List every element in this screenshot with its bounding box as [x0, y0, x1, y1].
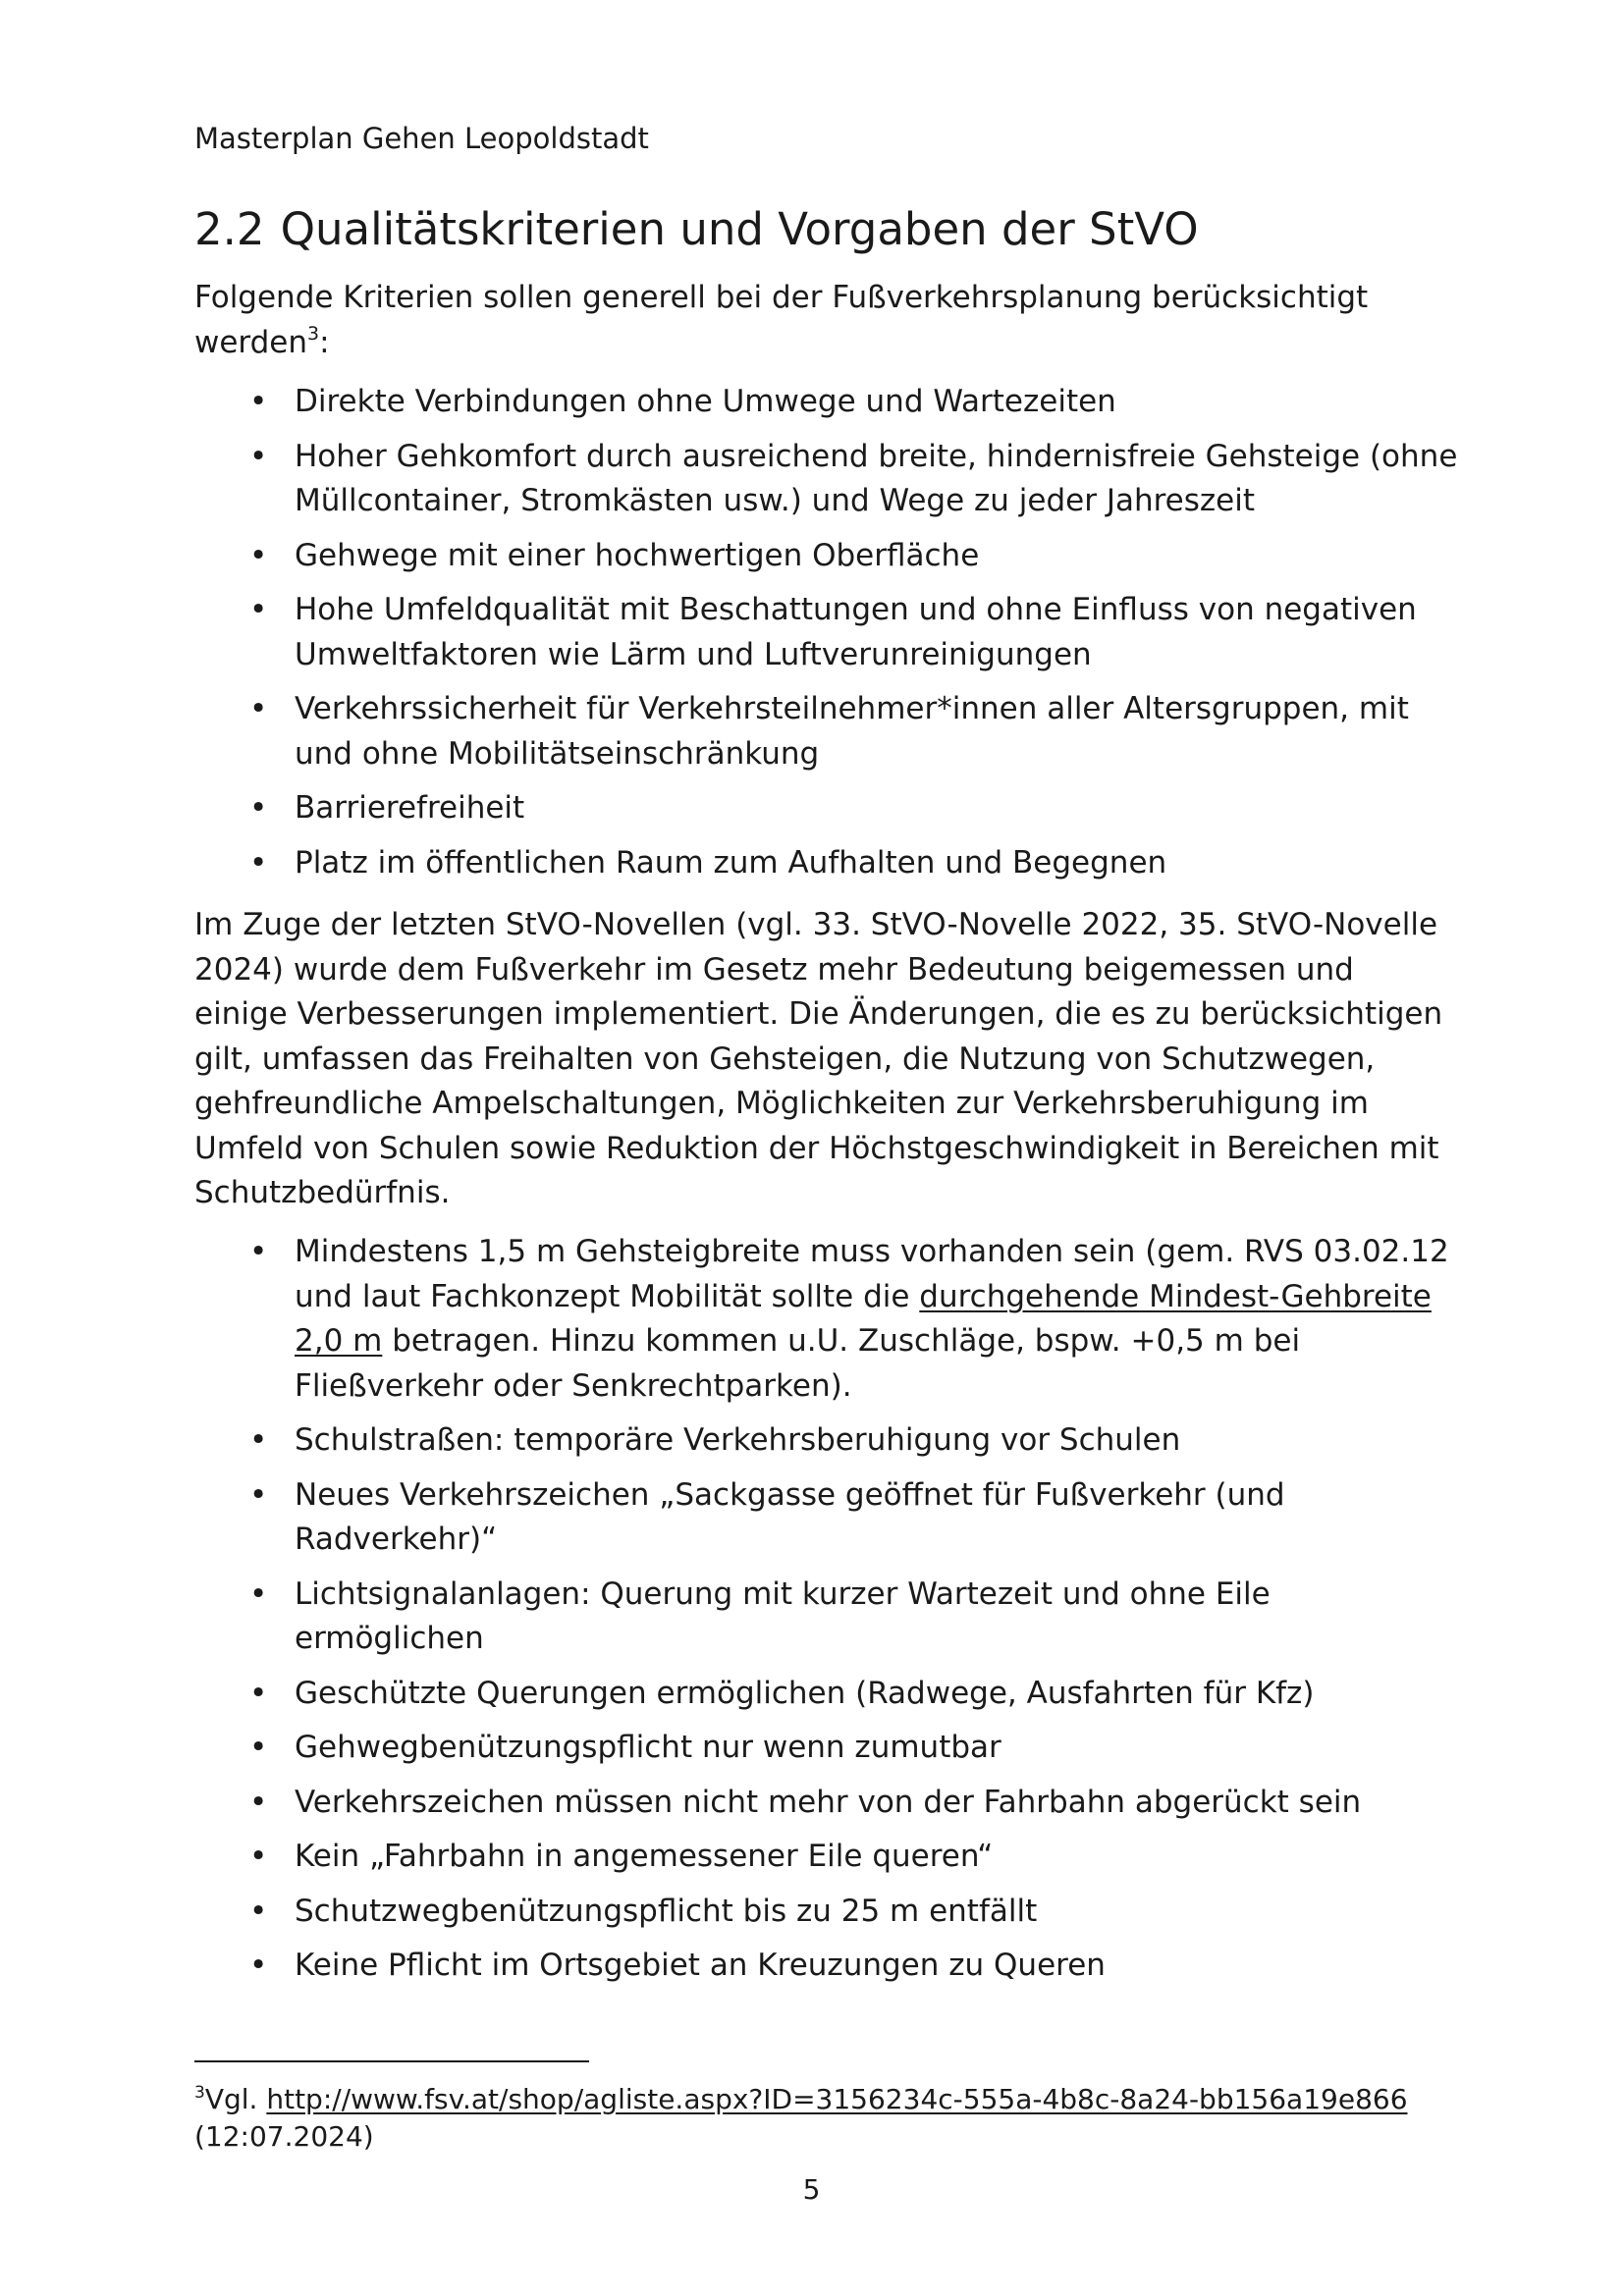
bullet-icon: •: [249, 1476, 268, 1513]
bullet-icon: •: [249, 1575, 268, 1612]
bullet-icon: •: [249, 1839, 268, 1874]
criteria-list: [194, 380, 1461, 895]
bullet-icon: •: [249, 691, 268, 726]
list-item: [194, 1726, 1461, 1771]
list-item: [194, 1473, 1461, 1563]
list-item-text: Lichtsignalanlagen: Querung mit kurzer Wartezeit und ohne Eile ermöglichen: [295, 1575, 1271, 1656]
intro-text: Folgende Kriterien sollen generell bei der Fußverkehrsplanung berücksichtigt werden: [194, 280, 1369, 360]
list-item-text: Keine Pflicht im Ortsgebiet an Kreuzungen zu Queren: [295, 1948, 1106, 1983]
bullet-icon: •: [249, 1675, 268, 1711]
list-item: [194, 841, 1461, 886]
footnote-date: (12:07.2024): [194, 2120, 374, 2153]
list-item: [194, 1944, 1461, 1989]
list-item-text: betragen. Hinzu kommen u.U. Zuschläge, bspw. +0,5 m bei Fließverkehr oder Senkrechtparken).: [295, 1323, 1301, 1404]
footnote-reference[interactable]: 3: [307, 322, 320, 345]
bullet-icon: •: [249, 790, 268, 826]
stvo-paragraph: Im Zuge der letzten StVO-Novellen (vgl. 33. StVO-Novelle 2022, 35. StVO-Novelle 2024) wurde dem Fußverkehr im Gesetz mehr Bedeutung beigemessen und einige Verbesserungen implementiert. Die Änderungen, die es zu berücksichtigen gilt, umfassen das Freihalten von Gehsteigen, die Nutzung von Schutzwegen, gehfreundliche Ampelschaltungen, Möglichkeiten zur Verkehrsberuhigung im Umfeld von Schulen sowie Reduktion der Höchstgeschwindigkeit in Bereichen mit Schutzbedürfnis.: [194, 907, 1443, 1210]
underlined-emphasis: durchgehende Mindest-Gehbreite 2,0 m: [295, 1278, 1432, 1359]
list-item: [194, 588, 1461, 677]
list-item-text: Schutzwegbenützungspflicht bis zu 25 m entfällt: [295, 1893, 1038, 1929]
bullet-icon: •: [249, 1948, 268, 1983]
bullet-icon: •: [249, 1893, 268, 1929]
list-item-text: Schulstraßen: temporäre Verkehrsberuhigung vor Schulen: [295, 1422, 1181, 1458]
bullet-icon: •: [249, 384, 268, 419]
section-title: Qualitätskriterien und Vorgaben der StVO: [280, 203, 1199, 255]
footnote-prefix: Vgl.: [204, 2083, 267, 2115]
list-item-text: Gehwegbenützungspflicht nur wenn zumutbar: [295, 1730, 1001, 1765]
bullet-icon: •: [249, 438, 268, 474]
list-item-text: Verkehrszeichen müssen nicht mehr von der Fahrbahn abgerückt sein: [295, 1784, 1362, 1820]
list-item-text: Gehwege mit einer hochwertigen Oberfläche: [295, 537, 980, 573]
list-item-text: Barrierefreiheit: [295, 790, 525, 826]
list-item: [194, 786, 1461, 831]
footnote-marker: 3: [194, 2083, 205, 2103]
list-item-text: Mindestens 1,5 m Gehsteigbreite muss vorhanden sein (gem. RVS 03.02.12 und laut Fachkonzept Mobilität sollte die: [295, 1234, 1449, 1314]
list-item: [194, 1835, 1461, 1880]
bullet-icon: •: [249, 1784, 268, 1820]
bullet-icon: •: [249, 1422, 268, 1458]
list-item-text: Verkehrssicherheit für Verkehrsteilnehmer*innen aller Altersgruppen, mit und ohne Mobilitätseinschränkung: [295, 691, 1409, 772]
bullet-icon: •: [249, 1730, 268, 1765]
list-item: [194, 1672, 1461, 1717]
list-item: [194, 1418, 1461, 1464]
list-item: [194, 1230, 1461, 1409]
bullet-icon: •: [249, 844, 268, 881]
intro-colon: :: [319, 324, 330, 360]
stvo-list: [194, 1230, 1461, 1999]
footnote: [194, 2081, 1432, 2156]
footnote-divider: [194, 2060, 589, 2062]
section-number: 2.2: [194, 203, 265, 255]
running-header: Masterplan Gehen Leopoldstadt: [194, 122, 649, 155]
list-item-text: Platz im öffentlichen Raum zum Aufhalten und Begegnen: [295, 844, 1167, 881]
list-item-text: Neues Verkehrszeichen „Sackgasse geöffnet für Fußverkehr (und Radverkehr)“: [295, 1476, 1285, 1557]
bullet-icon: •: [249, 1234, 268, 1269]
bullet-icon: •: [249, 537, 268, 573]
list-item: [194, 687, 1461, 776]
list-item: [194, 1573, 1461, 1662]
list-item-text: Hoher Gehkomfort durch ausreichend breite, hindernisfreie Gehsteige (ohne Müllcontainer, Stromkästen usw.) und Wege zu jeder Jahreszeit: [295, 438, 1458, 518]
list-item-text: Geschützte Querungen ermöglichen (Radwege, Ausfahrten für Kfz): [295, 1675, 1315, 1711]
list-item-text: Hohe Umfeldqualität mit Beschattungen und ohne Einfluss von negativen Umweltfaktoren wie Lärm und Luftverunreinigungen: [295, 592, 1417, 672]
page-number: 5: [802, 2173, 821, 2206]
list-item-text: Direkte Verbindungen ohne Umwege und Wartezeiten: [295, 384, 1116, 419]
list-item: [194, 435, 1461, 524]
list-item-text: Kein „Fahrbahn in angemessener Eile queren“: [295, 1839, 994, 1874]
list-item: [194, 1890, 1461, 1935]
bullet-icon: •: [249, 592, 268, 627]
list-item: [194, 534, 1461, 579]
intro-paragraph: [194, 276, 1451, 365]
list-item: [194, 380, 1461, 425]
list-item: [194, 1781, 1461, 1826]
section-heading: [194, 203, 1199, 255]
footnote-link[interactable]: http://www.fsv.at/shop/agliste.aspx?ID=3156234c-555a-4b8c-8a24-bb156a19e866: [266, 2083, 1408, 2115]
